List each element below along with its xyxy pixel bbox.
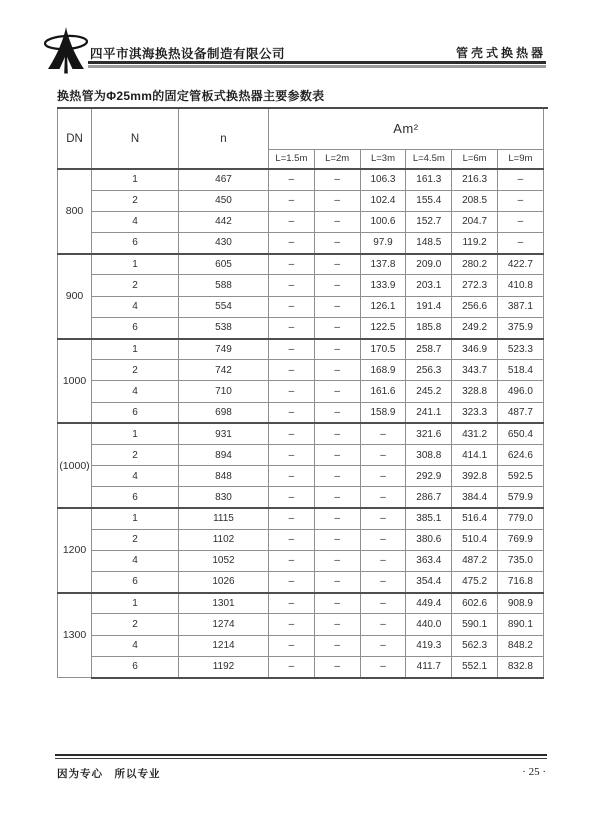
area-value-cell: – — [314, 381, 360, 402]
area-value-cell: 161.6 — [360, 381, 406, 402]
area-value-cell: 102.4 — [360, 190, 406, 211]
area-value-cell: 832.8 — [497, 656, 543, 677]
col-header-length: L=1.5m — [269, 149, 315, 169]
area-value-cell: 449.4 — [406, 593, 452, 614]
area-value-cell: – — [269, 635, 315, 656]
table-row — [58, 529, 544, 550]
area-value-cell: 650.4 — [497, 423, 543, 444]
area-value-cell: 769.9 — [497, 529, 543, 550]
area-value-cell: 245.2 — [406, 381, 452, 402]
area-value-cell: 431.2 — [452, 423, 498, 444]
col-header-tube-count: n — [179, 109, 269, 169]
area-value-cell: 241.1 — [406, 402, 452, 423]
area-value-cell: 168.9 — [360, 360, 406, 381]
tube-count-cell: 1301 — [179, 593, 269, 614]
area-value-cell: – — [497, 169, 543, 190]
table-body — [58, 169, 544, 678]
tube-count-cell: 710 — [179, 381, 269, 402]
area-value-cell: 590.1 — [452, 614, 498, 635]
passes-cell: 2 — [92, 190, 179, 211]
col-header-dn: DN — [58, 109, 92, 169]
area-value-cell: – — [314, 190, 360, 211]
area-value-cell: – — [314, 487, 360, 508]
area-value-cell: – — [269, 656, 315, 677]
product-category-label: 管壳式换热器 — [455, 46, 546, 60]
header-divider — [88, 61, 546, 69]
table-row — [58, 190, 544, 211]
passes-cell: 2 — [92, 444, 179, 465]
area-value-cell: – — [360, 572, 406, 593]
page-number: · 25 · — [522, 766, 546, 778]
dn-cell: 1200 — [58, 508, 92, 593]
tube-count-cell: 1192 — [179, 656, 269, 677]
passes-cell: 4 — [92, 635, 179, 656]
area-value-cell: – — [360, 466, 406, 487]
area-value-cell: 170.5 — [360, 339, 406, 360]
area-value-cell: 119.2 — [452, 233, 498, 254]
area-value-cell: 592.5 — [497, 466, 543, 487]
area-value-cell: 552.1 — [452, 656, 498, 677]
area-value-cell: 475.2 — [452, 572, 498, 593]
area-value-cell: – — [269, 423, 315, 444]
area-value-cell: – — [360, 550, 406, 571]
passes-cell: 6 — [92, 317, 179, 338]
table-row — [58, 487, 544, 508]
dn-cell: 800 — [58, 169, 92, 254]
passes-cell: 1 — [92, 593, 179, 614]
area-value-cell: – — [269, 381, 315, 402]
passes-cell: 6 — [92, 233, 179, 254]
area-value-cell: 280.2 — [452, 254, 498, 275]
area-value-cell: – — [360, 487, 406, 508]
parameters-table — [57, 109, 544, 679]
area-value-cell: – — [269, 572, 315, 593]
area-value-cell: 735.0 — [497, 550, 543, 571]
area-value-cell: 354.4 — [406, 572, 452, 593]
col-header-length: L=6m — [452, 149, 498, 169]
area-value-cell: 161.3 — [406, 169, 452, 190]
area-value-cell: – — [269, 317, 315, 338]
area-value-cell: 496.0 — [497, 381, 543, 402]
area-value-cell: 292.9 — [406, 466, 452, 487]
tube-count-cell: 848 — [179, 466, 269, 487]
area-value-cell: 204.7 — [452, 211, 498, 232]
tube-count-cell: 450 — [179, 190, 269, 211]
area-value-cell: 343.7 — [452, 360, 498, 381]
area-value-cell: 100.6 — [360, 211, 406, 232]
area-value-cell: – — [497, 211, 543, 232]
footer-slogan: 因为专心 所以专业 — [57, 768, 161, 780]
area-value-cell: 387.1 — [497, 296, 543, 317]
table-row — [58, 360, 544, 381]
area-value-cell: 848.2 — [497, 635, 543, 656]
area-value-cell: – — [360, 508, 406, 529]
passes-cell: 6 — [92, 487, 179, 508]
area-value-cell: – — [314, 360, 360, 381]
area-value-cell: – — [269, 190, 315, 211]
area-value-cell: 256.3 — [406, 360, 452, 381]
area-value-cell: 487.7 — [497, 402, 543, 423]
tube-count-cell: 830 — [179, 487, 269, 508]
passes-cell: 4 — [92, 296, 179, 317]
table-row — [58, 593, 544, 614]
tube-count-cell: 1274 — [179, 614, 269, 635]
tube-count-cell: 538 — [179, 317, 269, 338]
area-value-cell: 152.7 — [406, 211, 452, 232]
table-row — [58, 635, 544, 656]
area-value-cell: – — [269, 402, 315, 423]
area-value-cell: – — [269, 169, 315, 190]
company-name: 四平市淇海换热设备制造有限公司 — [90, 47, 286, 61]
area-value-cell: – — [269, 296, 315, 317]
table-row — [58, 550, 544, 571]
tube-count-cell: 605 — [179, 254, 269, 275]
tube-count-cell: 931 — [179, 423, 269, 444]
area-value-cell: – — [314, 423, 360, 444]
area-value-cell: 126.1 — [360, 296, 406, 317]
passes-cell: 2 — [92, 275, 179, 296]
area-value-cell: – — [360, 614, 406, 635]
area-value-cell: 148.5 — [406, 233, 452, 254]
area-value-cell: – — [360, 529, 406, 550]
area-value-cell: – — [314, 275, 360, 296]
area-value-cell: 410.8 — [497, 275, 543, 296]
area-value-cell: 562.3 — [452, 635, 498, 656]
passes-cell: 6 — [92, 572, 179, 593]
area-value-cell: 510.4 — [452, 529, 498, 550]
table-row — [58, 317, 544, 338]
tube-count-cell: 1115 — [179, 508, 269, 529]
area-value-cell: – — [269, 614, 315, 635]
area-value-cell: – — [314, 593, 360, 614]
tube-count-cell: 894 — [179, 444, 269, 465]
table-header — [58, 109, 544, 169]
area-value-cell: 258.7 — [406, 339, 452, 360]
table-row — [58, 572, 544, 593]
area-value-cell: – — [269, 339, 315, 360]
company-logo-icon — [44, 26, 88, 76]
passes-cell: 6 — [92, 402, 179, 423]
area-value-cell: 203.1 — [406, 275, 452, 296]
area-value-cell: – — [269, 275, 315, 296]
area-value-cell: – — [314, 529, 360, 550]
area-value-cell: 624.6 — [497, 444, 543, 465]
table-row — [58, 614, 544, 635]
area-value-cell: 321.6 — [406, 423, 452, 444]
area-value-cell: – — [269, 233, 315, 254]
area-value-cell: 286.7 — [406, 487, 452, 508]
area-value-cell: 158.9 — [360, 402, 406, 423]
area-value-cell: – — [314, 508, 360, 529]
table-row — [58, 381, 544, 402]
area-value-cell: 890.1 — [497, 614, 543, 635]
area-value-cell: – — [314, 254, 360, 275]
col-header-length: L=9m — [497, 149, 543, 169]
area-value-cell: – — [314, 614, 360, 635]
area-value-cell: 422.7 — [497, 254, 543, 275]
table-row — [58, 211, 544, 232]
area-value-cell: – — [314, 466, 360, 487]
area-value-cell: – — [314, 169, 360, 190]
area-value-cell: 137.8 — [360, 254, 406, 275]
area-value-cell: – — [314, 339, 360, 360]
area-value-cell: – — [314, 656, 360, 677]
passes-cell: 1 — [92, 423, 179, 444]
area-value-cell: – — [314, 550, 360, 571]
passes-cell: 4 — [92, 466, 179, 487]
area-value-cell: – — [269, 466, 315, 487]
area-value-cell: 328.8 — [452, 381, 498, 402]
area-value-cell: 97.9 — [360, 233, 406, 254]
area-value-cell: 191.4 — [406, 296, 452, 317]
area-value-cell: 392.8 — [452, 466, 498, 487]
table-row — [58, 466, 544, 487]
table-row — [58, 275, 544, 296]
dn-cell: 1300 — [58, 593, 92, 678]
tube-count-cell: 742 — [179, 360, 269, 381]
area-value-cell: – — [269, 211, 315, 232]
tube-count-cell: 430 — [179, 233, 269, 254]
dn-cell: (1000) — [58, 423, 92, 508]
area-value-cell: 523.3 — [497, 339, 543, 360]
area-value-cell: 216.3 — [452, 169, 498, 190]
area-value-cell: – — [269, 254, 315, 275]
area-value-cell: 419.3 — [406, 635, 452, 656]
area-value-cell: – — [360, 656, 406, 677]
dn-cell: 1000 — [58, 339, 92, 424]
passes-cell: 2 — [92, 614, 179, 635]
table-title: 换热管为Φ25mm的固定管板式换热器主要参数表 — [57, 89, 325, 103]
passes-cell: 2 — [92, 529, 179, 550]
area-value-cell: – — [497, 233, 543, 254]
area-value-cell: – — [360, 444, 406, 465]
area-value-cell: 106.3 — [360, 169, 406, 190]
area-value-cell: – — [269, 593, 315, 614]
passes-cell: 6 — [92, 656, 179, 677]
table-row — [58, 508, 544, 529]
area-value-cell: – — [269, 487, 315, 508]
tube-count-cell: 1102 — [179, 529, 269, 550]
tube-count-cell: 554 — [179, 296, 269, 317]
area-value-cell: 155.4 — [406, 190, 452, 211]
area-value-cell: 908.9 — [497, 593, 543, 614]
area-value-cell: 249.2 — [452, 317, 498, 338]
table-row — [58, 339, 544, 360]
area-value-cell: 579.9 — [497, 487, 543, 508]
area-value-cell: 308.8 — [406, 444, 452, 465]
area-value-cell: 363.4 — [406, 550, 452, 571]
area-value-cell: – — [269, 550, 315, 571]
col-header-area: Am² — [269, 109, 544, 149]
tube-count-cell: 749 — [179, 339, 269, 360]
area-value-cell: – — [497, 190, 543, 211]
table-row — [58, 169, 544, 190]
passes-cell: 1 — [92, 339, 179, 360]
dn-cell: 900 — [58, 254, 92, 339]
area-value-cell: 375.9 — [497, 317, 543, 338]
area-value-cell: – — [314, 572, 360, 593]
area-value-cell: – — [269, 360, 315, 381]
area-value-cell: 133.9 — [360, 275, 406, 296]
area-value-cell: – — [314, 635, 360, 656]
table-row — [58, 656, 544, 677]
area-value-cell: 440.0 — [406, 614, 452, 635]
passes-cell: 1 — [92, 508, 179, 529]
area-value-cell: – — [314, 317, 360, 338]
header-row-main — [58, 109, 544, 149]
passes-cell: 4 — [92, 381, 179, 402]
table-row — [58, 233, 544, 254]
area-value-cell: – — [269, 508, 315, 529]
area-value-cell: 716.8 — [497, 572, 543, 593]
area-value-cell: 185.8 — [406, 317, 452, 338]
tube-count-cell: 698 — [179, 402, 269, 423]
area-value-cell: 602.6 — [452, 593, 498, 614]
table-row — [58, 402, 544, 423]
area-value-cell: 323.3 — [452, 402, 498, 423]
area-value-cell: 518.4 — [497, 360, 543, 381]
area-value-cell: 516.4 — [452, 508, 498, 529]
col-header-passes: N — [92, 109, 179, 169]
table-row — [58, 296, 544, 317]
area-value-cell: 380.6 — [406, 529, 452, 550]
table-row — [58, 444, 544, 465]
area-value-cell: – — [269, 444, 315, 465]
tube-count-cell: 467 — [179, 169, 269, 190]
area-value-cell: – — [314, 296, 360, 317]
area-value-cell: 411.7 — [406, 656, 452, 677]
area-value-cell: 122.5 — [360, 317, 406, 338]
area-value-cell: – — [360, 593, 406, 614]
area-value-cell: – — [314, 211, 360, 232]
area-value-cell: 385.1 — [406, 508, 452, 529]
col-header-length: L=2m — [314, 149, 360, 169]
passes-cell: 1 — [92, 254, 179, 275]
area-value-cell: 256.6 — [452, 296, 498, 317]
area-value-cell: – — [314, 444, 360, 465]
area-value-cell: 209.0 — [406, 254, 452, 275]
table-row — [58, 254, 544, 275]
col-header-length: L=4.5m — [406, 149, 452, 169]
area-value-cell: 346.9 — [452, 339, 498, 360]
area-value-cell: – — [360, 635, 406, 656]
passes-cell: 2 — [92, 360, 179, 381]
area-value-cell: – — [314, 233, 360, 254]
area-value-cell: 272.3 — [452, 275, 498, 296]
tube-count-cell: 1026 — [179, 572, 269, 593]
tube-count-cell: 1214 — [179, 635, 269, 656]
tube-count-cell: 588 — [179, 275, 269, 296]
area-value-cell: 208.5 — [452, 190, 498, 211]
footer-divider — [55, 754, 547, 759]
area-value-cell: – — [314, 402, 360, 423]
passes-cell: 1 — [92, 169, 179, 190]
area-value-cell: 384.4 — [452, 487, 498, 508]
passes-cell: 4 — [92, 550, 179, 571]
tube-count-cell: 1052 — [179, 550, 269, 571]
content-area — [57, 87, 548, 679]
area-value-cell: 779.0 — [497, 508, 543, 529]
area-value-cell: – — [360, 423, 406, 444]
area-value-cell: – — [269, 529, 315, 550]
col-header-length: L=3m — [360, 149, 406, 169]
tube-count-cell: 442 — [179, 211, 269, 232]
passes-cell: 4 — [92, 211, 179, 232]
table-row — [58, 423, 544, 444]
area-value-cell: 414.1 — [452, 444, 498, 465]
area-value-cell: 487.2 — [452, 550, 498, 571]
